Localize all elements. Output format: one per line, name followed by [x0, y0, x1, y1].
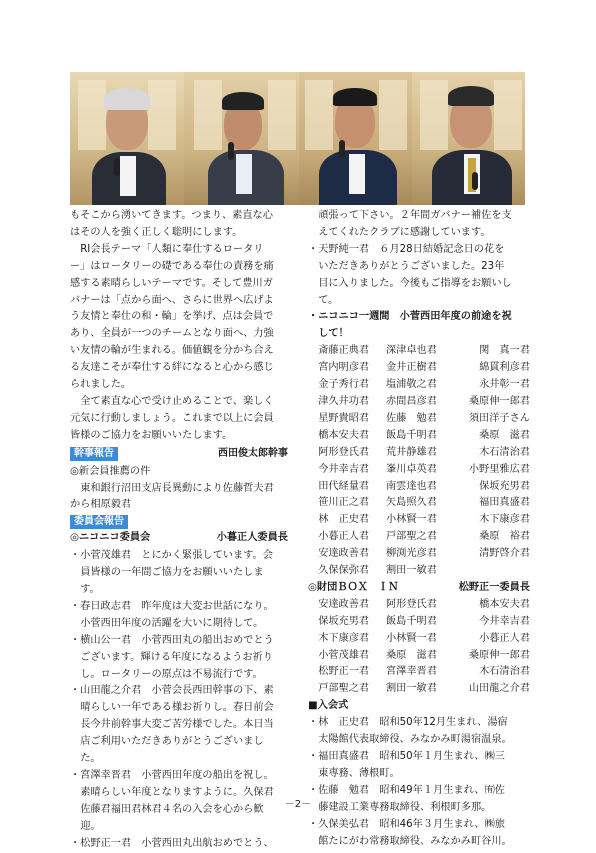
secretary-line: から相原毅君: [70, 499, 132, 511]
niko-item: [70, 836, 288, 853]
member-name: 笹川正之君: [318, 497, 370, 509]
member-name: 清野啓介君: [479, 548, 530, 560]
foundation-box-chair: 松野正一委員長: [458, 581, 530, 593]
member-name: 小林賢一君: [386, 632, 437, 644]
member-name: 飯島千明君: [386, 615, 437, 627]
weekly-niko-header: して！: [318, 328, 349, 340]
amano-line: 目に入りました。今後もご指導をお願いし: [318, 277, 512, 289]
right-column: [308, 208, 530, 850]
member-name: 保坂充男君: [318, 615, 370, 627]
page-number: －2－: [284, 799, 312, 810]
closing-line: 全て素直な心で受け止めることで、楽しく: [80, 395, 274, 407]
theme-line: う友情と奉仕の和・輪」を挙げ、点は会員で: [70, 311, 274, 323]
intro-line: はその人を強く正しく聡明にします。: [70, 226, 243, 238]
induction-item: [308, 715, 530, 749]
photo-speaker-2: [184, 72, 299, 205]
member-name: 南雲達也君: [386, 480, 437, 492]
induction-line: ・林 正史君 昭和50年12月生まれ、湯宿: [308, 717, 508, 729]
member-name: 峯川卓英君: [386, 463, 437, 475]
induction-item: [308, 817, 530, 851]
member-name: 松野正一君: [318, 666, 370, 678]
member-name: 橋本安夫君: [318, 429, 370, 441]
member-name: 木石清治君: [479, 666, 530, 678]
member-name: 林 正史君: [318, 514, 370, 526]
weekly-names-grid: [308, 343, 530, 580]
member-name: 小菅茂雄君: [318, 649, 370, 661]
member-name: 木石清治君: [479, 446, 530, 458]
secretary-line: ◎新会員推薦の件: [70, 465, 151, 477]
intro-line: もそこから湧いてきます。つまり、素直な心: [70, 210, 273, 221]
niko-item-line: し。ロータリーの原点は不易流行です。: [80, 668, 263, 680]
member-name: 綿貫利彦君: [479, 362, 530, 374]
closing-line: 元気に行動しましょう。これまで以上に会員: [70, 412, 274, 424]
niko-item-line: 晴らしい一年である様お祈りし。春日前会: [80, 702, 274, 714]
member-name: 小暮正人君: [318, 531, 370, 543]
niko-item-line: 店ご利用いただきありがとうございまし: [80, 736, 264, 748]
closing-line: 皆様のご協力をお願いいたします。: [70, 429, 233, 441]
secretary-line: 東和銀行沼田支店長異動により佐藤哲夫君: [80, 482, 274, 494]
theme-line: る友達こそが奉仕する絆になると心から感じ: [70, 362, 274, 374]
member-name: 安達政善君: [318, 598, 370, 610]
continued-line: えてくれたクラブに感謝しています。: [318, 226, 491, 238]
member-name: 深津卓也君: [386, 345, 437, 357]
theme-line: バナーは「点から面へ、さらに世界へ広げよ: [70, 294, 274, 306]
niko-item-line: ・横山公一君 小菅西田丸の船出おめでとう: [70, 634, 274, 646]
niko-item: [70, 633, 288, 684]
induction-line: ・福田真盛君 昭和50年１月生まれ、㈱三: [308, 751, 505, 762]
member-name: 赤間昌彦君: [386, 395, 437, 407]
member-name: 荒井静雄君: [386, 446, 437, 458]
member-name: 関 真一君: [479, 345, 530, 357]
niko-item-line: 小菅西田年度の活躍を大いに期待して。: [80, 617, 264, 629]
theme-line: い友情の輪が生まれる。価値観を分かち合え: [70, 345, 274, 357]
induction-item: [308, 749, 530, 783]
induction-line: 太陽館代表取締役、みなかみ町湯宿温泉。: [318, 734, 512, 746]
member-name: 今井幸吉君: [318, 463, 370, 475]
theme-line: あり、全員が一つのチームとなり面へ、力強: [70, 328, 274, 340]
induction-line: 藤建設工業専務取締役、利根町多那。: [318, 801, 492, 813]
niko-item-line: ございます。輝ける年度になるようお祈り: [80, 651, 273, 663]
member-name: 桑原伸一郎君: [468, 395, 530, 407]
member-name: 飯島千明君: [386, 429, 437, 441]
theme-line: ー」はロータリーの礎である奉仕の責務を痛: [70, 260, 274, 272]
member-name: 斎藤正典君: [318, 345, 370, 357]
member-name: 阿形登氏君: [386, 598, 437, 610]
member-name: 福田真盛君: [479, 497, 530, 509]
niko-item-line: 員皆様の一年間ご協力をお願いいたしま: [80, 567, 264, 579]
niko-item-line: す。: [80, 584, 100, 596]
induction-line: ・佐藤 勉君 昭和49年１月生まれ、㈲佐: [308, 784, 505, 796]
speakers-photo: [70, 72, 525, 205]
theme-line: 感する素晴らしいテーマです。そして豊川ガ: [70, 277, 273, 289]
niko-item-line: ・小菅茂雄君 とにかく緊張しています。会: [70, 550, 273, 562]
induction-line: 館たにがわ常務取締役、みなかみ町谷川。: [318, 835, 512, 847]
member-name: 金子秀行君: [318, 379, 370, 391]
amano-line: いただきありがとうございました。23年: [318, 260, 505, 272]
member-name: 戸部聖之君: [386, 531, 437, 543]
photo-speaker-1: [70, 72, 184, 205]
niko-committee-chair: 小暮正人委員長: [216, 532, 288, 544]
member-name: 矢島照久君: [386, 497, 437, 509]
member-name: 須田洋子さん: [468, 412, 530, 424]
member-name: 安達政善君: [318, 548, 370, 560]
member-name: 木下康彦君: [479, 514, 530, 526]
member-name: 保坂充男君: [479, 480, 530, 492]
member-name: 永井彰一君: [479, 379, 530, 391]
continued-line: 頑張って下さい。２年間ガバナー補佐を支: [318, 210, 512, 221]
foundation-box-names-grid: [308, 597, 530, 698]
member-name: 橋本安夫君: [479, 598, 530, 610]
member-name: 宮澤幸晋君: [386, 666, 437, 678]
member-name: 山田龍之介君: [468, 683, 530, 695]
left-column: [70, 208, 288, 853]
member-name: 田代経量君: [318, 480, 370, 492]
member-name: 佐藤 勉君: [386, 412, 437, 424]
photo-speaker-3: [299, 72, 412, 205]
weekly-niko-header: ・ニコニコ一週間 小菅西田年度の前途を祝: [308, 311, 512, 323]
niko-item-line: た。: [80, 753, 101, 765]
niko-item: [70, 683, 288, 768]
foundation-box-header: [308, 580, 530, 597]
niko-item-line: ・山田龍之介君 小菅会長西田幹事の下、素: [70, 685, 274, 697]
niko-item-line: 長今井前幹事大変ご苦労様でした。本日当: [80, 719, 274, 731]
member-name: 小林賢一君: [386, 514, 437, 526]
amano-line: ・天野純一君 ６月28日結婚記念日の花を: [308, 243, 505, 255]
niko-item-line: 佐藤君福田君林君４名の入会を心から歓: [80, 803, 264, 815]
niko-item-line: 迎。: [80, 820, 101, 832]
member-name: 塩浦敬之君: [386, 379, 437, 391]
member-name: 小暮正人君: [479, 632, 530, 644]
foundation-box-title: ◎財団ＢＯＸ ＩＮ: [308, 581, 399, 593]
member-name: 今井幸吉君: [479, 615, 530, 627]
member-name: 桑原 裕君: [479, 531, 530, 543]
committee-report-header: [70, 515, 288, 529]
secretary-name: 西田俊太郎幹事: [218, 447, 288, 459]
induction-line: 東専務、薄根町。: [318, 767, 400, 779]
member-name: 金井正樹君: [386, 362, 437, 374]
niko-item-line: ・宮澤幸晋君 小菅西田年度の船出を祝し。: [70, 770, 274, 781]
member-name: 久保保弥君: [318, 565, 370, 577]
member-name: 宮内明彦君: [318, 362, 370, 374]
niko-committee-header: [70, 530, 288, 547]
niko-item: [70, 599, 288, 633]
induction-line: ・久保美弘君 昭和46年３月生まれ、㈱旅: [308, 818, 505, 830]
theme-line: RI会長テーマ「人類に奉仕するロータリ: [80, 243, 264, 255]
member-name: 桑原伸一郎君: [468, 649, 530, 661]
member-name: [460, 563, 530, 580]
theme-line: られました。: [70, 379, 132, 391]
member-name: 柳渕光彦君: [386, 548, 437, 560]
induction-header: ■入会式: [308, 700, 349, 712]
niko-item-line: 素晴らしい年度となりますように。久保君: [80, 786, 274, 798]
member-name: 星野貴昭君: [318, 412, 370, 424]
member-name: 桑原 滋君: [479, 429, 530, 441]
niko-item-line: ・春日政志君 昨年度は大変お世話になり。: [70, 600, 274, 612]
committee-report-tag: 委員会報告: [70, 515, 128, 529]
niko-item: [70, 548, 288, 599]
member-name: 戸部聖之君: [318, 683, 370, 695]
niko-committee-title: ◎ニコニコ委員会: [70, 532, 151, 544]
member-name: 阿形登氏君: [318, 446, 370, 458]
secretary-report-header: [70, 446, 288, 463]
member-name: 津久井功君: [318, 395, 370, 407]
secretary-report-tag: 幹事報告: [70, 447, 118, 461]
photo-speaker-4: [412, 72, 525, 205]
member-name: 割田一敏君: [386, 565, 437, 577]
member-name: 桑原 滋君: [386, 649, 437, 661]
niko-item-line: ・松野正一君 小菅西田丸出航おめでとう、: [70, 837, 274, 849]
member-name: 小野里雅広君: [468, 463, 530, 475]
member-name: 割田一敏君: [386, 683, 437, 695]
member-name: 木下康彦君: [318, 632, 370, 644]
amano-line: て。: [318, 294, 339, 306]
